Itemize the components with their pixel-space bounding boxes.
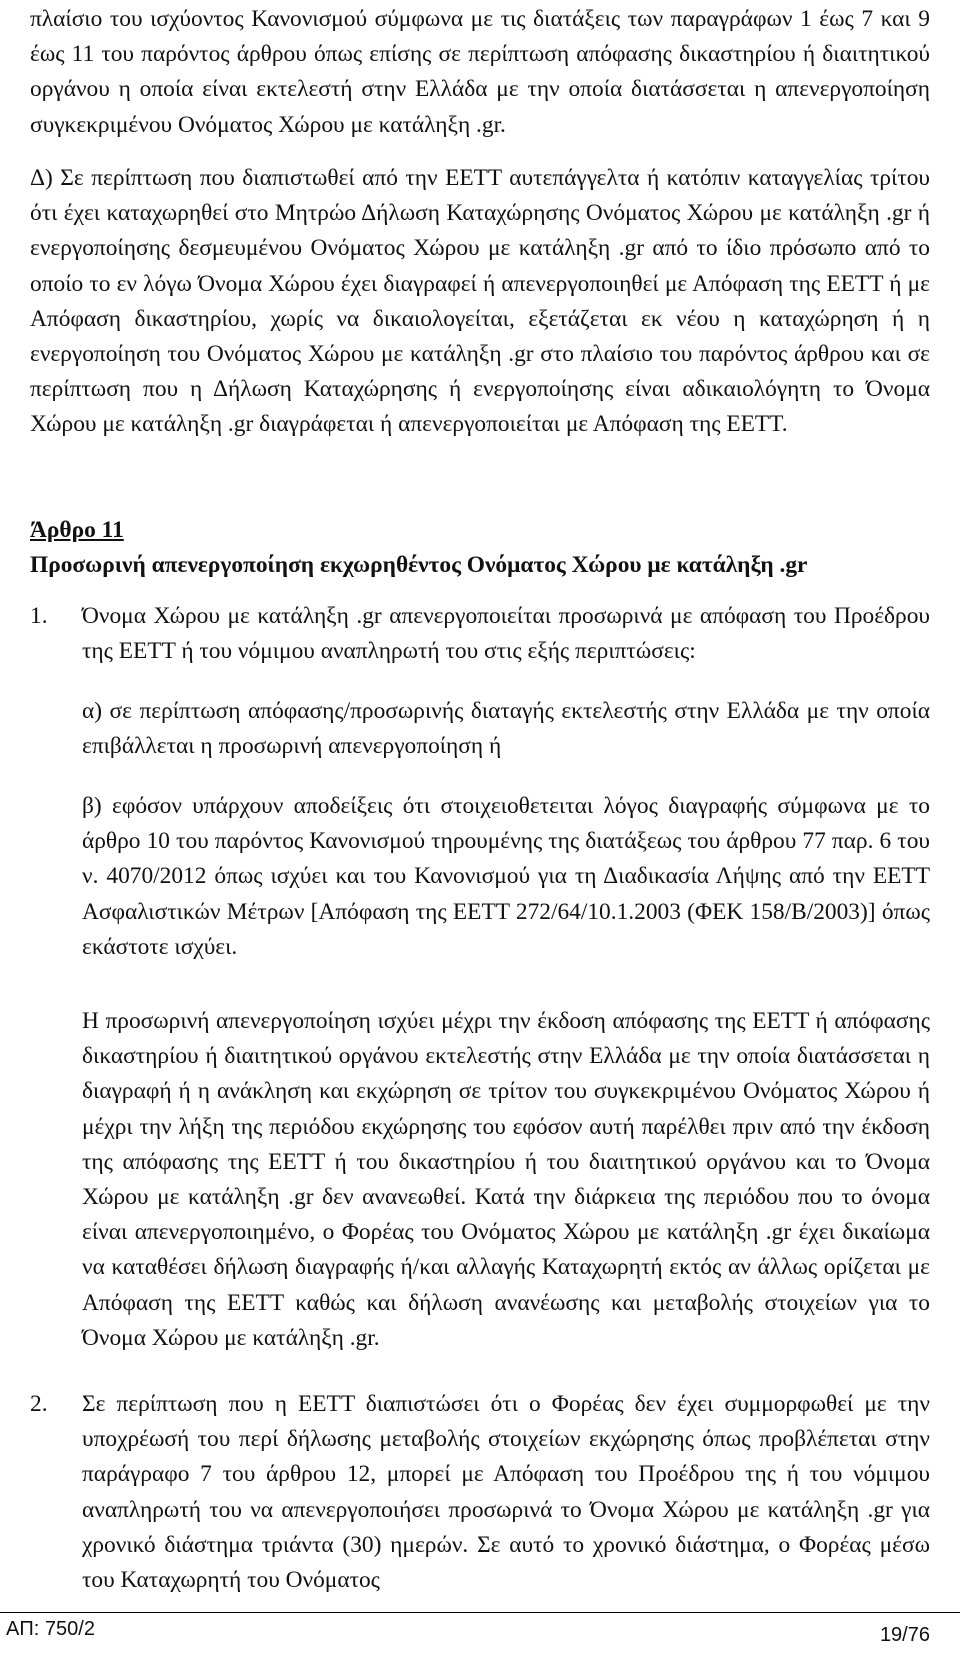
footer-reference: ΑΠ: 750/2	[6, 1618, 95, 1640]
paragraph-intro: πλαίσιο του ισχύοντος Κανονισμού σύμφωνα με τις διατάξεις των παραγράφων 1 έως 7 και 9 έως 11 του παρόντος άρθρου όπως επίσης σε περίπτωση απόφασης δικαστηρίου ή διαιτητικού οργάνου η οποία είναι εκτελεστή στην Ελλάδα με την οποία διατάσσεται η απενεργοποίηση συγκεκριμένου Ονόματος Χώρου με κατάληξη .gr.	[30, 6, 930, 138]
article-title: Προσωρινή απενεργοποίηση εκχωρηθέντος Ονόματος Χώρου με κατάληξη .gr	[30, 552, 808, 579]
article-number: Άρθρο 11	[30, 517, 124, 543]
item-1-subitem-b: β) εφόσον υπάρχουν αποδείξεις ότι στοιχειοθετειται λόγος διαγραφής σύμφωνα με το άρθρο 10 του παρόντος Κανονισμού τηρουμένης της διατάξεως του άρθρου 77 παρ. 6 του ν. 4070/2012 όπως ισχύει και του Κανονισμού για τη Διαδικασία Λήψης από την ΕΕΤΤ Ασφαλιστικών Μέτρων [Απόφαση της ΕΕΤΤ 272/64/10.1.2003 (ΦΕΚ 158/Β/2003)] όπως εκάστοτε ισχύει.	[82, 793, 930, 960]
page-number: 19/76	[879, 1624, 930, 1646]
item-1-text: Όνομα Χώρου με κατάληξη .gr απενεργοποιείται προσωρινά με απόφαση του Προέδρου της ΕΕΤΤ ή του νόμιμου αναπληρωτή του στις εξής περιπτώσεις:	[82, 603, 930, 665]
paragraph-delta: Δ) Σε περίπτωση που διαπιστωθεί από την ΕΕΤΤ αυτεπάγγελτα ή κατόπιν καταγγελίας τρίτου ότι έχει καταχωρηθεί στο Μητρώο Δήλωση Καταχώρησης Ονόματος Χώρου με κατάληξη .gr ή ενεργοποίησης δεσμευμένου Ονόματος Χώρου με κατάληξη .gr από το ίδιο πρόσωπο από το οποίο το εν λόγω Όνομα Χώρου έχει διαγραφεί ή απενεργοποιηθεί με Απόφαση της ΕΕΤΤ ή με Απόφαση δικαστηρίου, χωρίς να δικαιολογείται, εξετάζεται εκ νέου η καταχώρηση ή η ενεργοποίηση του Ονόματος Χώρου με κατάληξη .gr στο πλαίσιο του παρόντος άρθρου και σε περίπτωση που η Δήλωση Καταχώρησης ή ενεργοποίησης είναι αδικαιολόγητη το Όνομα Χώρου με κατάληξη .gr διαγράφεται ή απενεργοποιείται με Απόφαση της ΕΕΤΤ.	[30, 165, 930, 438]
item-1-tail-paragraph: Η προσωρινή απενεργοποίηση ισχύει μέχρι την έκδοση απόφασης της ΕΕΤΤ ή απόφασης δικαστηρίου ή διαιτητικού οργάνου εκτελεστής στην Ελλάδα με την οποία διατάσσεται η διαγραφή ή η ανάκληση και εκχώρηση σε τρίτον του συγκεκριμένου Ονόματος Χώρου ή μέχρι την λήξη της περιόδου εκχώρησης του εφόσον αυτή παρέλθει πριν από την έκδοση της απόφασης της ΕΕΤΤ ή του δικαστηρίου ή του διαιτητικού οργάνου και το Όνομα Χώρου με κατάληξη .gr δεν ανανεωθεί. Κατά την διάρκεια της περιόδου που το όνομα είναι απενεργοποιημένο, ο Φορέας του Ονόματος Χώρου με κατάληξη .gr έχει δικαίωμα να καταθέσει δήλωση διαγραφής ή/και αλλαγής Καταχωρητή εκτός αν άλλως ορίζεται με Απόφαση της ΕΕΤΤ καθώς και δήλωση ανανέωσης και μεταβολής στοιχείων για το Όνομα Χώρου με κατάληξη .gr.	[82, 1008, 930, 1351]
item-1-subitem-a: α) σε περίπτωση απόφασης/προσωρινής διαταγής εκτελεστής στην Ελλάδα με την οποία επιβάλλεται η προσωρινή απενεργοποίηση ή	[82, 698, 930, 760]
item-1-number: 1.	[30, 603, 48, 629]
item-2-number: 2.	[30, 1391, 48, 1417]
item-2-text: Σε περίπτωση που η ΕΕΤΤ διαπιστώσει ότι ο Φορέας δεν έχει συμμορφωθεί με την υποχρέωσή του περί δήλωσης μεταβολής στοιχείων εκχώρησης όπως προβλέπεται στην παράγραφο 7 του άρθρου 12, μπορεί με Απόφαση του Προέδρου της ή του νόμιμου αναπληρωτή του να απενεργοποιήσει προσωρινά το Όνομα Χώρου με κατάληξη .gr για χρονικό διάστημα τριάντα (30) ημερών. Σε αυτό το χρονικό διάστημα, ο Φορέας μέσω του Καταχωρητή του Ονόματος	[82, 1391, 930, 1594]
article-heading	[30, 513, 930, 583]
footer-divider	[0, 1612, 960, 1613]
